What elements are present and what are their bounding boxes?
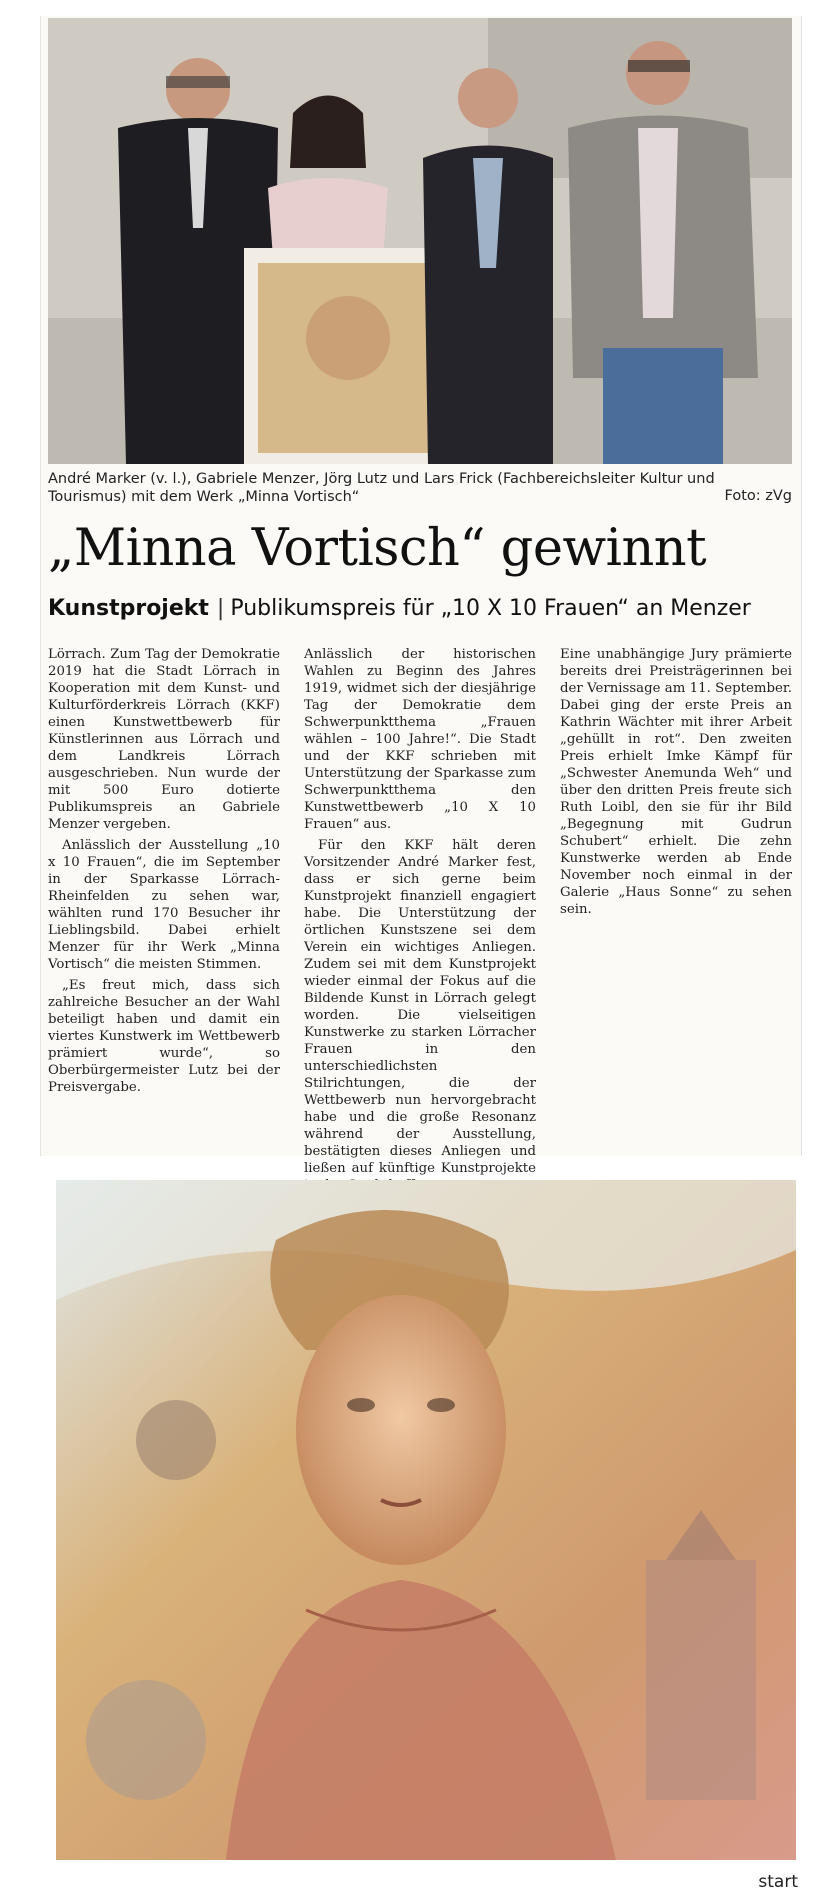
- kicker: Kunstprojekt: [48, 596, 209, 621]
- paragraph: Für den KKF hält deren Vorsitzender André Marker fest, dass er sich gerne beim Kunstprojekt finanziell engagiert habe. Die Unterstützung der örtlichen Kunstszene sei dem Verein ein wichtiges Anliegen. Zudem sei mit dem Kunstprojekt wieder einmal der Fokus auf die Bildende Kunst in Lörrach gelegt worden. Die vielseitigen Kunstwerke zu starken Lörracher Frauen in den unterschiedlichsten Stilrichtungen, die der Wettbewerb nun hervorgebracht habe und die große Resonanz während der Ausstellung, bestätigten dieses Anliegen und ließen auf künftige Kunstprojekte: [304, 838, 536, 1176]
- paragraph: „Es freut mich, dass sich zahlreiche Besucher an der Wahl beteiligt haben und damit ein viertes Kunstwerk im Wettbewerb prämiert wurde“, so Oberbürgermeister Lutz bei der Preisvergabe.: [48, 978, 280, 1095]
- paragraph: Lörrach. Zum Tag der Demokratie 2019 hat die Stadt Lörrach in Kooperation mit dem Kunst- und Kulturförderkreis Lörrach (KKF) einen Kunstwettbewerb für Künstlerinnen aus Lörrach und dem Landkreis Lörrach ausgeschrieben. Nun wurde der mit 500 Euro dotierte Publikumspreis an Gabriele Menzer vergeben.: [48, 647, 280, 832]
- paragraph: Eine unabhängige Jury prämierte bereits drei Preisträgerinnen bei der Vernissage am 11. September. Dabei ging der erste Preis an Kathrin Wächter mit ihrer Arbeit „gehüllt in rot“. Den zweiten Preis erhielt Imke Kämpf für „Schwester Anemunda Weh“ und über den dritten Preis freute sich Ruth Loibl, den sie für ihr Bild „Begegnung mit Gudrun Schubert“ erhielt. Die zehn Kunstwerke werden ab Ende November noch einmal in der Galerie „Haus Sonne“ zu sehen sein.: [560, 647, 792, 917]
- photo-credit: Foto: zVg: [724, 488, 792, 504]
- paragraph: Anlässlich der Ausstellung „10 x 10 Frauen“, die im September in der Sparkasse Lörrach-Rheinfelden zu sehen war, wählten rund 170 Besucher ihr Lieblingsbild. Dabei erhielt Menzer für ihr Werk „Minna Vortisch“ die meisten Stimmen.: [48, 838, 280, 972]
- article-column-3: [560, 646, 792, 922]
- minna-vortisch-painting: [56, 1180, 796, 1860]
- article-headline: „Minna Vortisch“ gewinnt: [48, 519, 707, 578]
- photo-caption: André Marker (v. l.), Gabriele Menzer, Jörg Lutz und Lars Frick (Fachbereichsleiter Kultur und Tourismus) mit dem Werk „Minna Vortisch“: [48, 471, 715, 505]
- article-subheadline: [48, 594, 792, 624]
- group-photo: [48, 18, 792, 464]
- footer-label: start: [758, 1872, 798, 1892]
- paragraph: Anlässlich der historischen Wahlen zu Beginn des Jahres 1919, widmet sich der diesjährige Tag der Demokratie dem Schwerpunktthema „Frauen wählen – 100 Jahre!“. Die Stadt und der KKF schrieben mit Unterstützung der Sparkasse zum Schwerpunktthema den Kunstwettbewerb „10 X 10 Frauen“ aus.: [304, 647, 536, 832]
- subheadline-text: Publikumspreis für „10 X 10 Frauen“ an Menzer: [230, 596, 751, 621]
- article-column-1: [48, 646, 280, 1100]
- separator: |: [216, 596, 225, 621]
- article-column-2: [304, 646, 536, 1198]
